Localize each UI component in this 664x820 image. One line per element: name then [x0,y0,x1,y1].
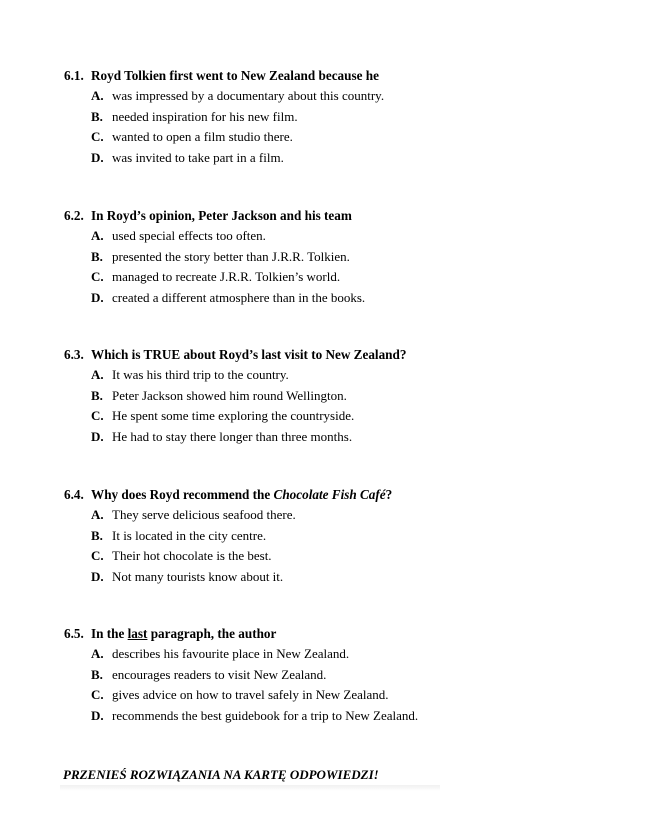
question-6-2 [64,206,644,309]
option-text: needed inspiration for his new film. [112,108,298,124]
question-6-3 [64,345,644,448]
option-c [91,406,644,427]
option-b [91,386,644,407]
option-text: was impressed by a documentary about this country. [112,88,385,103]
option-b [91,107,644,128]
question-text [91,487,392,502]
option-c [91,127,644,148]
question-text: In Royd’s opinion, Peter Jackson and his team [91,208,352,223]
underlined-word: last [127,626,148,641]
question-6-1 [64,66,644,169]
option-letter: A. [91,646,104,661]
option-letter: D. [91,290,104,306]
question-text-prefix: Why does Royd recommend the [91,487,274,502]
option-letter: B. [91,108,103,124]
option-a [91,86,644,107]
option-letter: A. [91,507,104,522]
option-text: encourages readers to visit New Zealand. [112,666,327,682]
question-stem [64,345,644,365]
question-text-prefix: In the [91,626,128,641]
option-a [91,505,644,526]
option-text: was invited to take part in a film. [112,150,284,166]
option-text: They serve delicious seafood there. [112,507,296,522]
option-letter: A. [91,228,104,243]
question-number: 6.5. [64,626,84,641]
option-text: It was his third trip to the country. [112,367,289,382]
option-text: Their hot chocolate is the best. [112,548,272,564]
question-text [91,626,276,641]
cafe-name: Chocolate Fish Café [273,487,386,502]
question-text: Royd Tolkien first went to New Zealand because he [91,68,379,83]
option-b [91,665,644,686]
option-letter: B. [91,527,103,543]
option-letter: D. [91,708,104,724]
option-c [91,685,644,706]
option-text: managed to recreate J.R.R. Tolkien’s world. [112,269,341,285]
transfer-answers-instruction: PRZENIEŚ ROZWIĄZANIA NA KARTĘ ODPOWIEDZI! [63,767,379,782]
option-letter: A. [91,367,104,382]
option-text: He had to stay there longer than three months. [112,429,353,445]
option-b [91,526,644,547]
question-stem [64,66,644,86]
scan-artifact [60,785,440,791]
option-letter: D. [91,429,104,445]
option-d [91,567,644,588]
option-letter: A. [91,88,104,103]
option-text: recommends the best guidebook for a trip to New Zealand. [112,708,419,724]
option-letter: B. [91,666,103,682]
option-b [91,247,644,268]
option-a [91,644,644,665]
question-number: 6.2. [64,208,84,223]
option-c [91,546,644,567]
option-letter: D. [91,569,104,585]
option-c [91,267,644,288]
option-text: used special effects too often. [112,228,266,243]
question-6-4 [64,485,644,588]
question-number: 6.1. [64,68,84,83]
option-letter: C. [91,129,104,145]
option-text: Not many tourists know about it. [112,569,284,585]
option-letter: B. [91,248,103,264]
option-text: It is located in the city centre. [112,527,267,543]
option-text: He spent some time exploring the countryside. [112,408,355,424]
option-letter: B. [91,387,103,403]
question-6-5 [64,624,644,727]
option-letter: C. [91,687,104,703]
option-a [91,226,644,247]
option-letter: C. [91,269,104,285]
question-stem [64,206,644,226]
question-text-suffix: paragraph, the author [147,626,277,641]
option-a [91,365,644,386]
option-d [91,288,644,309]
option-text: created a different atmosphere than in the books. [112,290,366,306]
option-text: describes his favourite place in New Zealand. [112,646,350,661]
option-letter: C. [91,548,104,564]
question-text-suffix: ? [385,487,393,502]
option-letter: C. [91,408,104,424]
option-d [91,148,644,169]
option-text: Peter Jackson showed him round Wellington. [112,387,347,403]
question-number: 6.3. [64,347,84,362]
question-stem [64,485,644,505]
question-stem [64,624,644,644]
option-d [91,706,644,727]
option-text: presented the story better than J.R.R. Tolkien. [112,248,350,264]
option-letter: D. [91,150,104,166]
option-text: wanted to open a film studio there. [112,129,293,145]
option-d [91,427,644,448]
option-text: gives advice on how to travel safely in New Zealand. [112,687,389,703]
question-number: 6.4. [64,487,84,502]
question-text: Which is TRUE about Royd’s last visit to New Zealand? [91,347,407,362]
